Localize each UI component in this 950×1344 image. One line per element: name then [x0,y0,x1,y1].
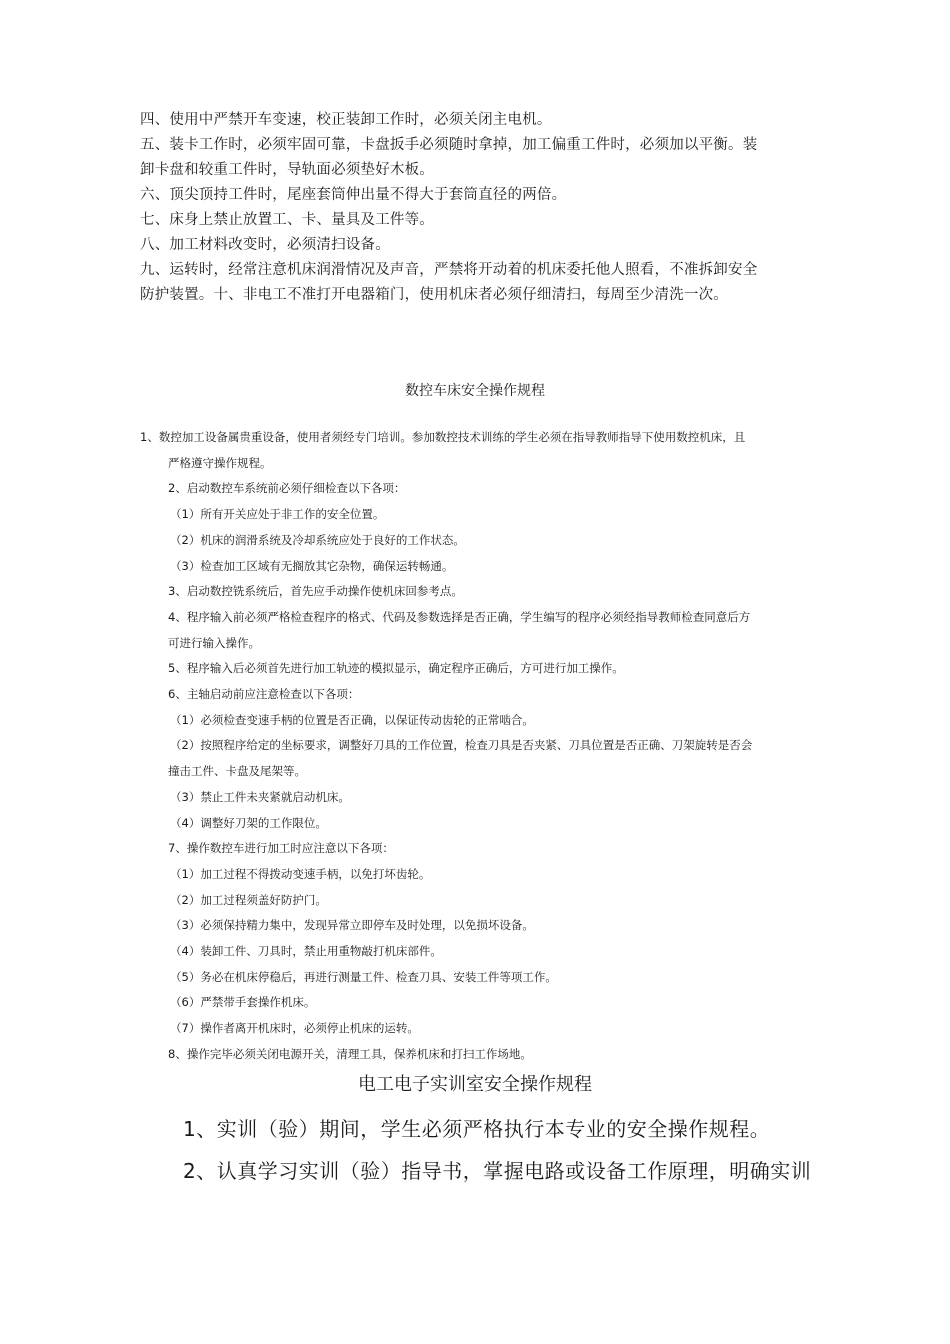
rule-line: 8、操作完毕必须关闭电源开关，清理工具，保养机床和打扫工作场地。 [168,1046,532,1061]
electrical-lab-section-title: 电工电子实训室安全操作规程 [358,1074,592,1095]
rule-line: 五、装卡工作时，必须牢固可靠，卡盘扳手必须随时拿掉，加工偏重工件时，必须加以平衡。装 [140,137,758,153]
rule-line: （1）所有开关应处于非工作的安全位置。 [170,507,385,522]
lathe-rules-continued [140,108,820,308]
rule-line: （4）装卸工件、刀具时，禁止用重物敲打机床部件。 [170,944,442,959]
rule-line: （3）检查加工区域有无搁放其它杂物，确保运转畅通。 [170,558,454,573]
cnc-lathe-rules [140,425,830,1068]
rule-line: 六、顶尖顶持工件时，尾座套筒伸出量不得大于套筒直径的两倍。 [140,187,567,203]
rule-line: 防护装置。十、非电工不准打开电器箱门，使用机床者必须仔细清扫，每周至少清洗一次。 [140,287,728,303]
rule-line: （3）禁止工件未夹紧就启动机床。 [170,789,350,804]
rule-line: 2、认真学习实训（验）指导书，掌握电路或设备工作原理，明确实训 [183,1159,812,1183]
rule-line: （6）严禁带手套操作机床。 [170,995,316,1010]
rule-line: 卸卡盘和较重工件时，导轨面必须垫好木板。 [140,162,434,178]
rule-line: 九、运转时，经常注意机床润滑情况及声音，严禁将开动着的机床委托他人照看，不准拆卸安全 [140,262,758,278]
rule-line: 6、主轴启动前应注意检查以下各项： [168,687,360,702]
rule-line: 1、实训（验）期间，学生必须严格执行本专业的安全操作规程。 [183,1117,771,1141]
rule-line: （2）机床的润滑系统及冷却系统应处于良好的工作状态。 [170,532,465,547]
rule-line: 四、使用中严禁开车变速，校正装卸工作时，必须关闭主电机。 [140,112,552,128]
rule-line: （5）务必在机床停稳后，再进行测量工件、检查刀具、安装工件等项工作。 [170,969,557,984]
rule-line: 5、程序输入后必须首先进行加工轨迹的模拟显示，确定程序正确后，方可进行加工操作。 [168,661,624,676]
rule-line: 严格遵守操作规程。 [168,455,272,470]
rule-line: 4、程序输入前必须严格检查程序的格式、代码及参数选择是否正确，学生编写的程序必须经指导教师检查同意后方 [168,609,751,624]
rule-line: 八、加工材料改变时，必须清扫设备。 [140,237,390,253]
cnc-lathe-section-title: 数控车床安全操作规程 [405,383,545,399]
rule-line: （1）加工过程不得拨动变速手柄，以免打坏齿轮。 [170,866,431,881]
rule-line: 2、启动数控车系统前必须仔细检查以下各项： [168,481,406,496]
rule-line: （2）按照程序给定的坐标要求，调整好刀具的工作位置，检查刀具是否夹紧、刀具位置是否正确、刀架旋转是否会 [170,738,753,753]
rule-line: 3、启动数控铣系统后，首先应手动操作使机床回参考点。 [168,584,463,599]
rule-line: 撞击工件、卡盘及尾架等。 [168,764,306,779]
rule-line: （7）操作者离开机床时，必须停止机床的运转。 [170,1021,419,1036]
rule-line: （4）调整好刀架的工作限位。 [170,815,327,830]
rule-line: 1、数控加工设备属贵重设备，使用者须经专门培训。参加数控技术训练的学生必须在指导教师指导下使用数控机床，且 [140,430,746,444]
rule-line: （3）必须保持精力集中，发现异常立即停车及时处理，以免损坏设备。 [170,918,534,933]
rule-line: 7、操作数控车进行加工时应注意以下各项： [168,841,394,856]
rule-line: （1）必须检查变速手柄的位置是否正确，以保证传动齿轮的正常啮合。 [170,712,534,727]
rule-line: 可进行输入操作。 [168,635,260,650]
rule-line: 七、床身上禁止放置工、卡、量具及工件等。 [140,212,434,228]
electrical-lab-rules [183,1108,823,1192]
rule-line: （2）加工过程须盖好防护门。 [170,892,327,907]
